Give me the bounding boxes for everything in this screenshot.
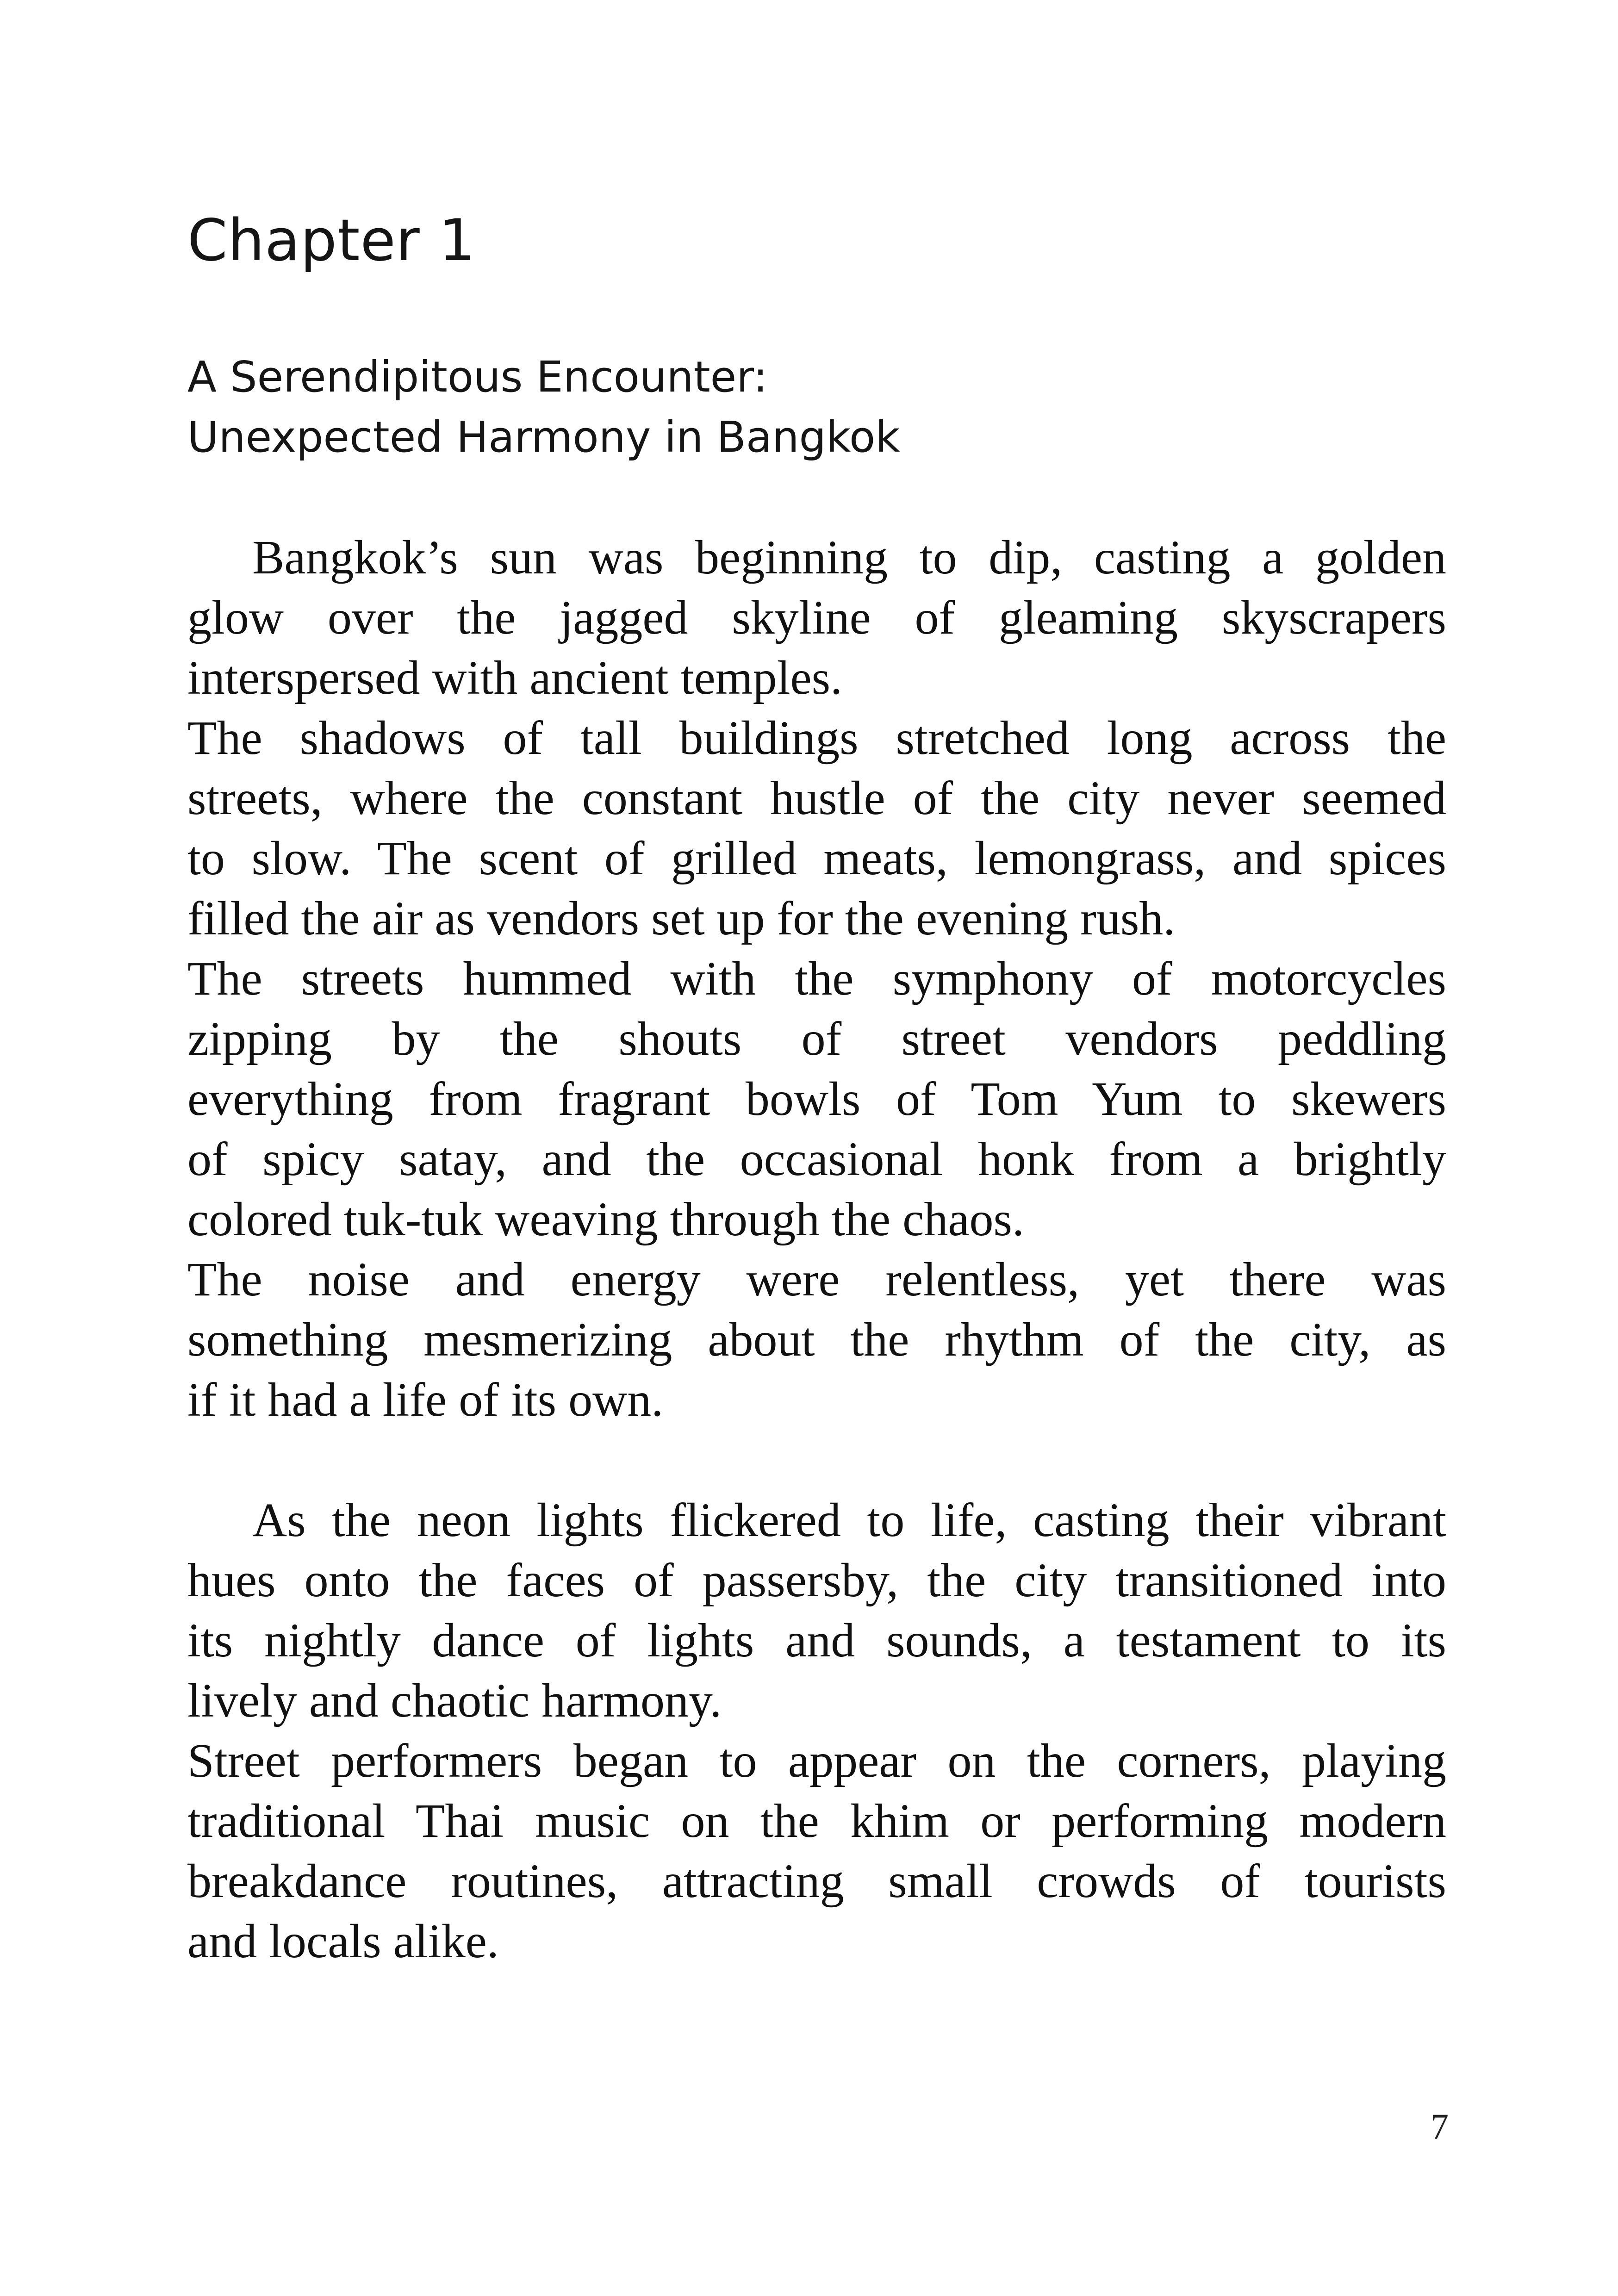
text-line: streets, where the constant hustle of the city never seemed (187, 772, 1446, 825)
chapter-subtitle (187, 347, 1437, 467)
subtitle-line: Unexpected Harmony in Bangkok (187, 412, 900, 462)
paragraph-3 (187, 949, 1446, 1250)
paragraph-2 (187, 708, 1446, 949)
text-line: colored tuk-tuk weaving through the chaos. (187, 1193, 1024, 1246)
subtitle-line: A Serendipitous Encounter: (187, 352, 768, 402)
text-line: its nightly dance of lights and sounds, a testament to its (187, 1614, 1446, 1667)
text-line: lively and chaotic harmony. (187, 1674, 722, 1727)
text-line: filled the air as vendors set up for the evening rush. (187, 892, 1176, 945)
text-line: Street performers began to appear on the corners, playing (187, 1734, 1446, 1787)
text-line: The streets hummed with the symphony of motorcycles (187, 952, 1446, 1005)
paragraph-1 (187, 528, 1446, 708)
text-line: interspersed with ancient temples. (187, 651, 843, 704)
text-line: breakdance routines, attracting small crowds of tourists (187, 1854, 1446, 1908)
text-line: As the neon lights flickered to life, casting their vibrant (252, 1493, 1446, 1547)
text-line: The shadows of tall buildings stretched long across the (187, 711, 1446, 765)
text-line: if it had a life of its own. (187, 1373, 664, 1426)
text-line: something mesmerizing about the rhythm of the city, as (187, 1313, 1446, 1366)
chapter-title: Chapter 1 (187, 207, 476, 274)
text-line: to slow. The scent of grilled meats, lemongrass, and spices (187, 832, 1446, 885)
text-line: zipping by the shouts of street vendors peddling (187, 1012, 1446, 1065)
text-line: everything from fragrant bowls of Tom Yum to skewers (187, 1072, 1446, 1126)
page-number: 7 (1431, 2106, 1449, 2147)
text-line: of spicy satay, and the occasional honk from a brightly (187, 1132, 1446, 1186)
text-line: The noise and energy were relentless, yet there was (187, 1253, 1446, 1306)
paragraph-6 (187, 1731, 1446, 1972)
paragraph-5 (187, 1490, 1446, 1731)
paragraph-gap (187, 1430, 1446, 1490)
text-line: hues onto the faces of passersby, the city transitioned into (187, 1554, 1446, 1607)
chapter-body (187, 528, 1446, 1972)
text-line: and locals alike. (187, 1915, 499, 1968)
text-line: glow over the jagged skyline of gleaming skyscrapers (187, 591, 1446, 644)
text-line: Bangkok’s sun was beginning to dip, casting a golden (252, 531, 1446, 584)
paragraph-4 (187, 1250, 1446, 1430)
text-line: traditional Thai music on the khim or performing modern (187, 1794, 1446, 1848)
